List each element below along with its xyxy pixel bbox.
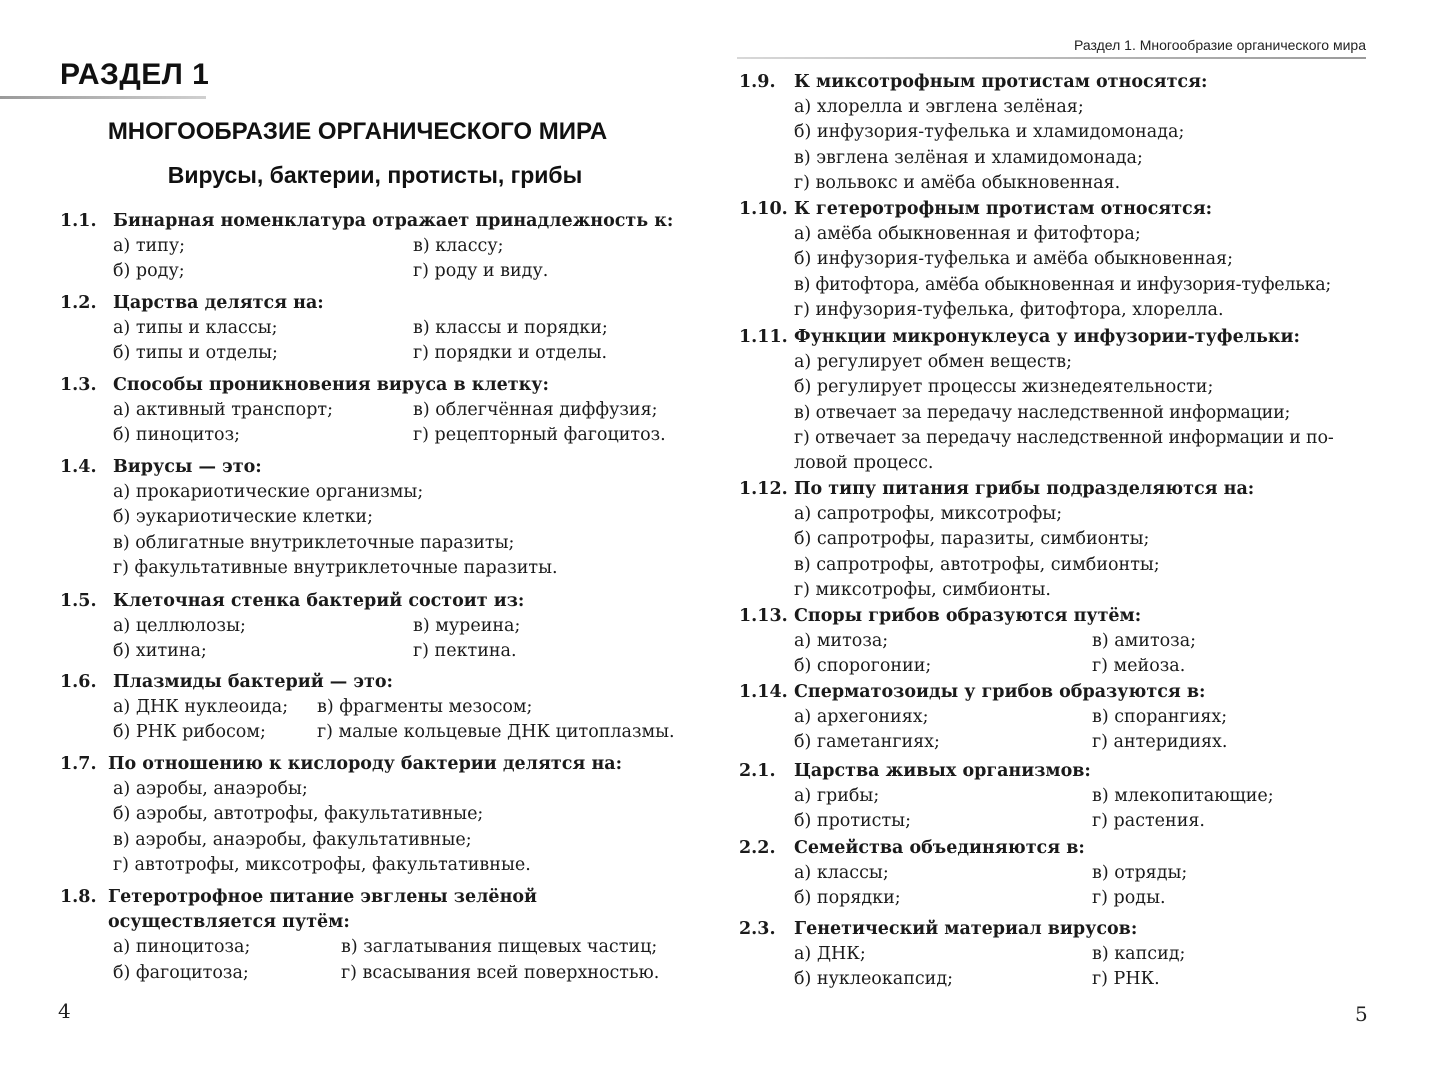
question-number: 1.4. (60, 457, 97, 477)
question-heading (739, 477, 1379, 502)
question-text: Бинарная номенклатура отражает принадлежность к: (113, 211, 674, 231)
option-d: г) порядки и отделы. (413, 343, 608, 364)
option-b: б) пиноцитоз; (113, 425, 241, 446)
question-heading (739, 325, 1399, 350)
option-a: а) архегониях; (794, 707, 929, 728)
question-text: Генетический материал вирусов: (794, 919, 1138, 939)
question-number: 1.3. (60, 375, 97, 395)
question-2-2 (739, 836, 1379, 912)
option-a: а) целлюлозы; (113, 616, 246, 637)
question-text: Способы проникновения вируса в клетку: (113, 375, 549, 395)
option-d: г) рецепторный фагоцитоз. (413, 425, 666, 446)
question-heading (60, 291, 700, 316)
option-d: г) РНК. (1092, 969, 1160, 990)
option-c: в) аэробы, анаэробы, факультативные; (113, 829, 472, 850)
option-c: в) муреина; (413, 616, 521, 637)
question-text: Клеточная стенка бактерий состоит из: (113, 591, 525, 611)
question-heading (739, 759, 1379, 784)
option-c: в) амитоза; (1092, 631, 1197, 652)
question-number: 2.1. (739, 761, 776, 781)
option-d: г) растения. (1092, 811, 1205, 832)
question-number: 2.2. (739, 838, 776, 858)
question-heading (60, 373, 700, 398)
option-c: в) заглатывания пищевых частиц; (341, 937, 658, 958)
question-1-14 (739, 680, 1379, 756)
question-1-4 (60, 455, 700, 581)
option-b: б) спорогонии; (794, 656, 932, 677)
question-1-6 (60, 670, 705, 746)
question-number: 1.14. (739, 682, 788, 702)
option-c: в) эвглена зелёная и хламидомонада; (794, 147, 1143, 168)
question-number: 2.3. (739, 919, 776, 939)
option-c: в) млекопитающие; (1092, 786, 1274, 807)
question-text: По отношению к кислороду бактерии делятся на: (108, 754, 623, 774)
question-heading (60, 752, 700, 777)
option-d: г) отвечает за передачу наследственной информации и по- (794, 427, 1334, 448)
option-b: б) хитина; (113, 641, 207, 662)
question-text: Плазмиды бактерий — это: (113, 672, 393, 692)
question-number: 1.8. (60, 887, 97, 907)
option-c: в) фрагменты мезосом; (317, 697, 533, 718)
option-d: г) пектина. (413, 641, 517, 662)
option-a: а) митоза; (794, 631, 889, 652)
question-heading (739, 70, 1379, 95)
option-c: в) капсид; (1092, 944, 1186, 965)
question-heading (60, 885, 695, 935)
question-number: 1.7. (60, 754, 97, 774)
question-heading (60, 670, 705, 695)
question-1-13 (739, 604, 1379, 680)
question-1-5 (60, 589, 700, 665)
question-1-7 (60, 752, 700, 878)
question-heading (739, 917, 1379, 942)
question-text: Царства делятся на: (113, 293, 324, 313)
question-number: 1.10. (739, 199, 788, 219)
option-d: г) миксотрофы, симбионты. (794, 579, 1051, 600)
question-number: 1.5. (60, 591, 97, 611)
question-2-3 (739, 917, 1379, 993)
question-heading (60, 589, 700, 614)
option-c: в) облегчённая диффузия; (413, 400, 658, 421)
option-c: в) классы и порядки; (413, 318, 608, 339)
option-c: в) облигатные внутриклеточные паразиты; (113, 532, 515, 553)
question-2-1 (739, 759, 1379, 835)
option-d: г) антеридиях. (1092, 732, 1228, 753)
option-b: б) гаметангиях; (794, 732, 940, 753)
option-b: б) эукариотические клетки; (113, 507, 373, 528)
question-number: 1.2. (60, 293, 97, 313)
option-a: а) амёба обыкновенная и фитофтора; (794, 224, 1141, 245)
page-subtitle: Вирусы, бактерии, протисты, грибы (167, 162, 583, 188)
option-b: б) инфузория-туфелька и амёба обыкновенная; (794, 249, 1233, 270)
question-number: 1.9. (739, 72, 776, 92)
question-1-3 (60, 373, 700, 449)
question-1-2 (60, 291, 700, 367)
option-b: б) порядки; (794, 888, 901, 909)
question-text: Споры грибов образуются путём: (794, 606, 1142, 626)
question-number: 1.1. (60, 211, 97, 231)
option-a: а) пиноцитоза; (113, 937, 251, 958)
option-a: а) грибы; (794, 786, 880, 807)
option-c: в) сапротрофы, автотрофы, симбионты; (794, 554, 1160, 575)
question-heading (739, 836, 1379, 861)
option-a: а) прокариотические организмы; (113, 482, 424, 503)
option-d: г) роду и виду. (413, 261, 549, 282)
option-d: г) мейоза. (1092, 656, 1186, 677)
option-d-continuation: ловой процесс. (794, 453, 934, 474)
question-text: К миксотрофным протистам относятся: (794, 72, 1208, 92)
option-d: г) малые кольцевые ДНК цитоплазмы. (317, 722, 675, 743)
option-c: в) спорангиях; (1092, 707, 1228, 728)
option-c: в) классу; (413, 236, 504, 257)
question-text: Царства живых организмов: (794, 761, 1091, 781)
option-b: б) протисты; (794, 811, 911, 832)
right-page (715, 0, 1430, 1080)
question-text: Вирусы — это: (113, 457, 262, 477)
question-text: К гетеротрофным протистам относятся: (794, 199, 1213, 219)
question-heading (739, 604, 1379, 629)
option-b: б) аэробы, автотрофы, факультативные; (113, 804, 484, 825)
option-b: б) РНК рибосом; (113, 722, 266, 743)
option-b: б) фагоцитоза; (113, 962, 249, 983)
option-a: а) типу; (113, 236, 186, 257)
option-a: а) регулирует обмен веществ; (794, 352, 1073, 373)
option-b: б) инфузория-туфелька и хламидомонада; (794, 122, 1185, 143)
option-a: а) аэробы, анаэробы; (113, 779, 308, 800)
question-number: 1.6. (60, 672, 97, 692)
section-rule (0, 96, 206, 99)
question-1-10 (739, 197, 1399, 323)
option-d: г) роды. (1092, 888, 1166, 909)
option-c: в) фитофтора, амёба обыкновенная и инфузория-туфелька; (794, 274, 1332, 295)
question-heading (739, 680, 1379, 705)
question-1-9 (739, 70, 1379, 196)
option-b: б) нуклеокапсид; (794, 969, 954, 990)
section-label: РАЗДЕЛ 1 (60, 58, 210, 91)
option-a: а) хлорелла и эвглена зелёная; (794, 97, 1084, 118)
question-text: По типу питания грибы подразделяются на: (794, 479, 1255, 499)
option-b: б) сапротрофы, паразиты, симбионты; (794, 529, 1150, 550)
question-heading (60, 455, 700, 480)
header-rule (737, 57, 1366, 59)
option-b: б) регулирует процессы жизнедеятельности; (794, 377, 1214, 398)
question-number: 1.13. (739, 606, 788, 626)
option-c: в) отряды; (1092, 863, 1188, 884)
question-heading (739, 197, 1399, 222)
question-1-1 (60, 209, 700, 285)
option-d: г) факультативные внутриклеточные паразиты. (113, 557, 558, 578)
question-number: 1.12. (739, 479, 788, 499)
option-d: г) автотрофы, миксотрофы, факультативные. (113, 854, 531, 875)
option-a: а) ДНК нуклеоида; (113, 697, 289, 718)
question-number: 1.11. (739, 327, 788, 347)
question-text: Гетеротрофное питание эвглены зелёной осуществляется путём: (108, 887, 538, 933)
option-b: б) типы и отделы; (113, 343, 278, 364)
option-b: б) роду; (113, 261, 185, 282)
option-a: а) ДНК; (794, 944, 866, 965)
option-c: в) отвечает за передачу наследственной информации; (794, 402, 1291, 423)
option-a: а) классы; (794, 863, 889, 884)
question-1-12 (739, 477, 1379, 603)
page-number: 4 (58, 999, 71, 1023)
question-text: Функции микронуклеуса у инфузории-туфельки: (794, 327, 1300, 347)
question-text: Сперматозоиды у грибов образуются в: (794, 682, 1206, 702)
option-a: а) типы и классы; (113, 318, 278, 339)
option-a: а) сапротрофы, миксотрофы; (794, 504, 1063, 525)
page-title: МНОГООБРАЗИЕ ОРГАНИЧЕСКОГО МИРА (107, 118, 608, 145)
page-number: 5 (1355, 1002, 1368, 1026)
question-1-11 (739, 325, 1399, 476)
option-d: г) инфузория-туфелька, фитофтора, хлорелла. (794, 299, 1224, 320)
question-1-8 (60, 885, 695, 986)
question-heading (60, 209, 700, 234)
running-header: Раздел 1. Многообразие органического мира (1074, 37, 1366, 53)
option-d: г) всасывания всей поверхностью. (341, 962, 660, 983)
option-d: г) вольвокс и амёба обыкновенная. (794, 172, 1121, 193)
question-text: Семейства объединяются в: (794, 838, 1085, 858)
option-a: а) активный транспорт; (113, 400, 333, 421)
